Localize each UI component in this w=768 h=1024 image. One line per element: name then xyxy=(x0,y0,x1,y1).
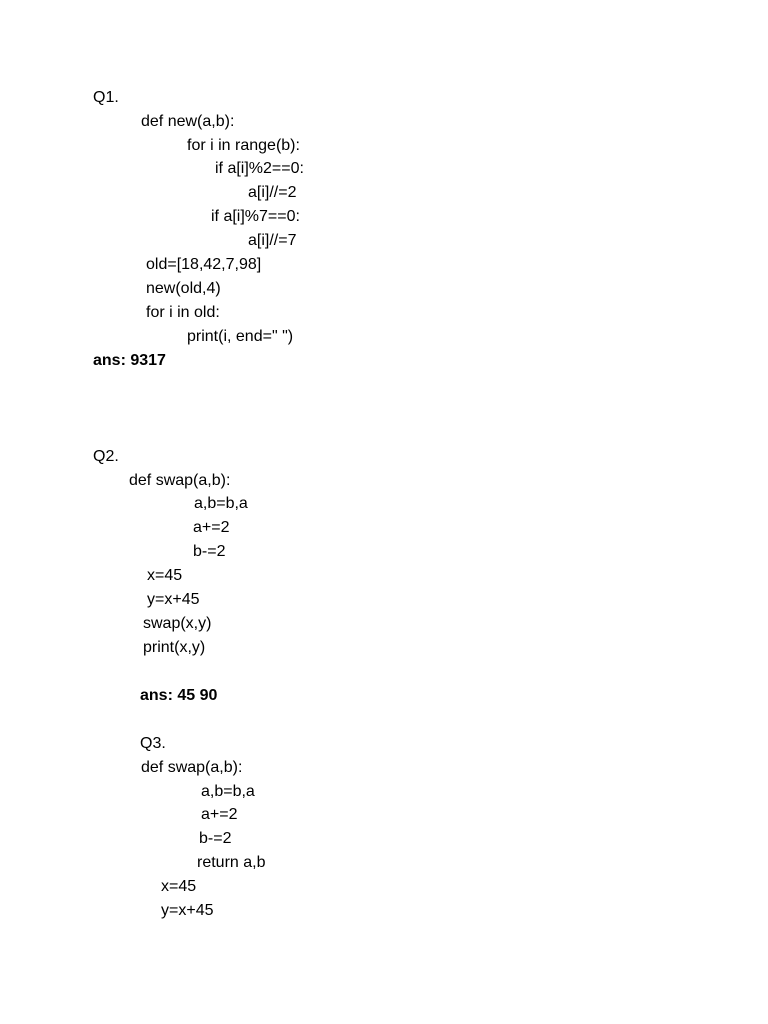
q2-code-line: def swap(a,b): xyxy=(129,472,231,489)
q1-code-line: if a[i]%7==0: xyxy=(211,208,300,225)
q1-code-line: if a[i]%2==0: xyxy=(215,160,304,177)
q2-code-line: a,b=b,a xyxy=(194,495,248,512)
q2-code-line: swap(x,y) xyxy=(143,615,212,632)
q3-code-line: a,b=b,a xyxy=(201,783,255,800)
q1-code-line: print(i, end=" ") xyxy=(187,328,294,345)
q2-code-line: y=x+45 xyxy=(147,591,200,608)
q1-code-line: old=[18,42,7,98] xyxy=(146,256,262,273)
q1-code-line: a[i]//=2 xyxy=(248,184,297,201)
q1-code-line: for i in range(b): xyxy=(187,137,300,154)
q3-label: Q3. xyxy=(140,735,166,752)
q3-code-line: return a,b xyxy=(197,854,266,871)
q2-label: Q2. xyxy=(93,448,119,465)
q2-answer: ans: 45 90 xyxy=(140,687,218,704)
q1-code-line: def new(a,b): xyxy=(141,113,235,130)
q3-code-line: y=x+45 xyxy=(161,902,214,919)
q3-code-line: b-=2 xyxy=(199,830,232,847)
q2-code-line: a+=2 xyxy=(193,519,230,536)
q3-code-line: a+=2 xyxy=(201,806,238,823)
q1-label: Q1. xyxy=(93,89,119,106)
q1-code-line: a[i]//=7 xyxy=(248,232,297,249)
q1-answer: ans: 9317 xyxy=(93,352,166,369)
q2-code-line: print(x,y) xyxy=(143,639,206,656)
q3-code-line: def swap(a,b): xyxy=(141,759,243,776)
q1-code-line: for i in old: xyxy=(146,304,220,321)
q3-code-line: x=45 xyxy=(161,878,197,895)
q1-code-line: new(old,4) xyxy=(146,280,221,297)
q2-code-line: b-=2 xyxy=(193,543,226,560)
q2-code-line: x=45 xyxy=(147,567,183,584)
